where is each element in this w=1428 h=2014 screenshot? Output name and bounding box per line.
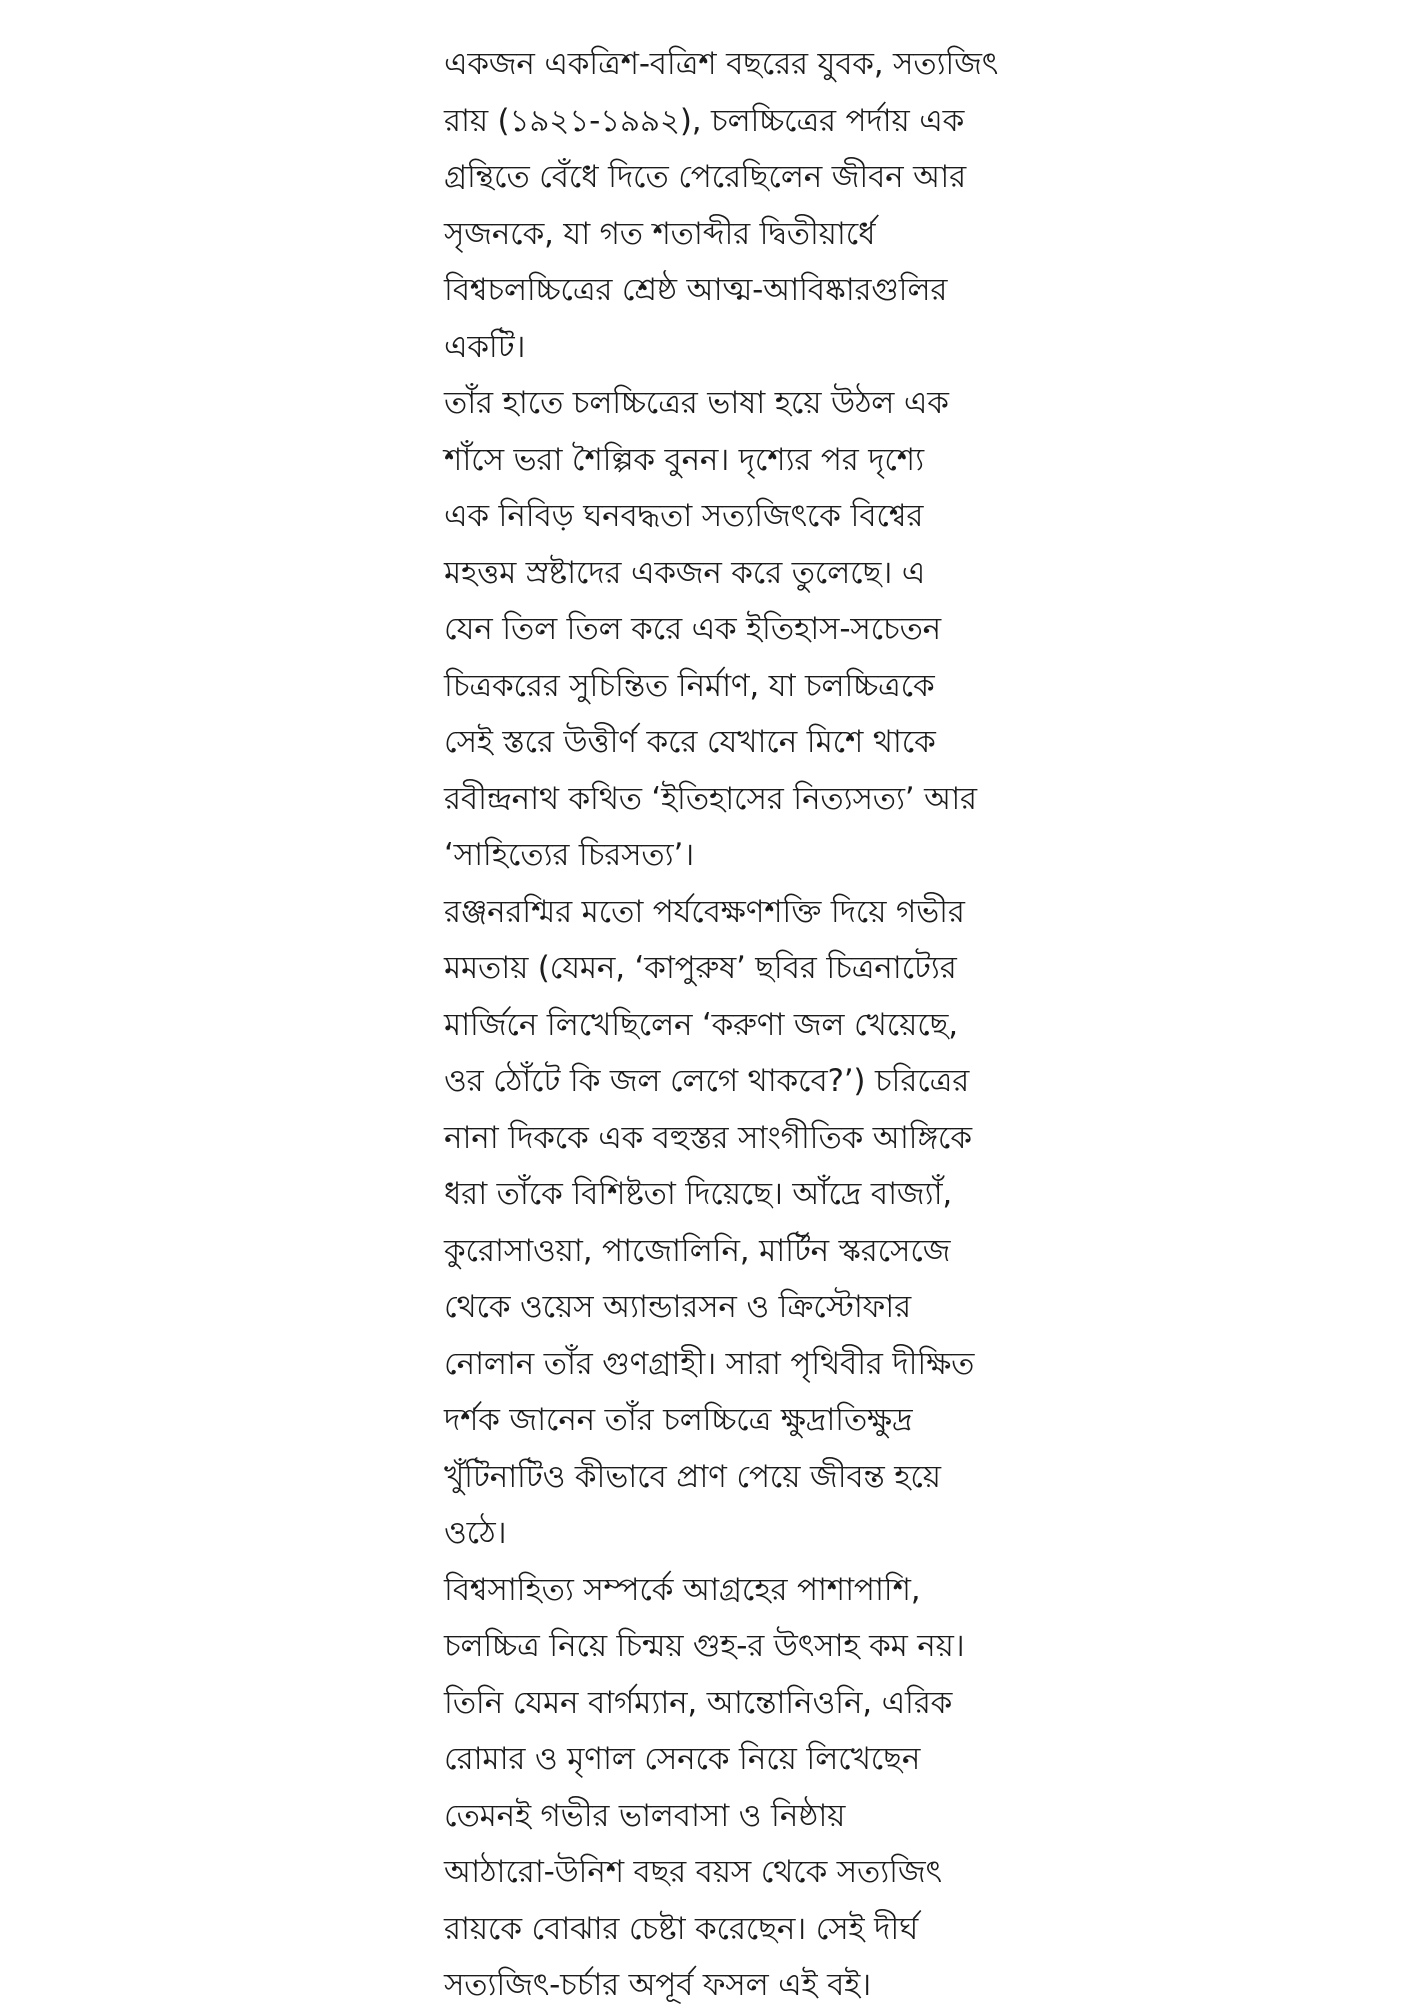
text-line: থেকে ওয়েস অ্যান্ডারসন ও ক্রিস্টোফার — [444, 1289, 911, 1325]
text-line: রোমার ও মৃণাল সেনকে নিয়ে লিখেছেন — [444, 1741, 921, 1777]
text-line: বিশ্বচলচ্চিত্রের শ্রেষ্ঠ আত্ম-আবিষ্কারগুলির — [444, 272, 948, 308]
text-line: চিত্রকরের সুচিন্তিত নির্মাণ, যা চলচ্চিত্রকে — [444, 667, 935, 704]
text-line: শাঁসে ভরা শৈল্পিক বুনন। দৃশ্যের পর দৃশ্যে — [444, 441, 924, 478]
text-line: একজন একত্রিশ-বত্রিশ বছরের যুবক, সত্যজিৎ — [444, 46, 999, 82]
document-page — [444, 36, 1064, 2014]
text-line: দর্শক জানেন তাঁর চলচ্চিত্রে ক্ষুদ্রাতিক্ষুদ্র — [444, 1402, 913, 1438]
text-line: আঠারো-উনিশ বছর বয়স থেকে সত্যজিৎ — [444, 1854, 942, 1890]
paragraph-3 — [444, 884, 1064, 1562]
text-line: সত্যজিৎ-চর্চার অপূর্ব ফসল এই বই। — [444, 1967, 871, 2003]
text-line: যেন তিল তিল করে এক ইতিহাস-সচেতন — [444, 611, 941, 647]
text-line: তাঁর হাতে চলচ্চিত্রের ভাষা হয়ে উঠল এক — [444, 385, 949, 421]
text-line: তেমনই গভীর ভালবাসা ও নিষ্ঠায় — [444, 1797, 846, 1834]
text-line: সেই স্তরে উত্তীর্ণ করে যেখানে মিশে থাকে — [444, 724, 936, 760]
text-line: ধরা তাঁকে বিশিষ্টতা দিয়েছে। আঁদ্রে বাজ্যাঁ, — [444, 1176, 953, 1212]
text-line: তিনি যেমন বার্গম্যান, আন্তোনিওনি, এরিক — [444, 1684, 953, 1721]
text-line: গ্রন্থিতে বেঁধে দিতে পেরেছিলেন জীবন আর — [444, 159, 966, 195]
text-line: ওঠে। — [444, 1515, 507, 1551]
text-line: চলচ্চিত্র নিয়ে চিন্ময় গুহ-র উৎসাহ কম নয়। — [444, 1628, 965, 1664]
text-line: নোলান তাঁর গুণগ্রাহী। সারা পৃথিবীর দীক্ষিত — [444, 1345, 975, 1382]
text-line: এক নিবিড় ঘনবদ্ধতা সত্যজিৎকে বিশ্বের — [444, 498, 924, 534]
text-line: ওর ঠোঁটে কি জল লেগে থাকবে?’) চরিত্রের — [444, 1063, 970, 1099]
text-line: রায়কে বোঝার চেষ্টা করেছেন। সেই দীর্ঘ — [444, 1910, 919, 1947]
text-line: কুরোসাওয়া, পাজোলিনি, মার্টিন স্করসেজে — [444, 1232, 951, 1269]
paragraph-2 — [444, 375, 1064, 884]
text-line: মার্জিনে লিখেছিলেন ‘করুণা জল খেয়েছে, — [444, 1006, 958, 1043]
paragraph-4 — [444, 1562, 1064, 2014]
text-line: নানা দিককে এক বহুস্তর সাংগীতিক আঙ্গিকে — [444, 1119, 972, 1156]
text-line: খুঁটিনাটিও কীভাবে প্রাণ পেয়ে জীবন্ত হয়ে — [444, 1458, 941, 1495]
text-line: বিশ্বসাহিত্য সম্পর্কে আগ্রহের পাশাপাশি, — [444, 1571, 921, 1608]
text-line: রায় (১৯২১-১৯৯২), চলচ্চিত্রের পর্দায় এক — [444, 102, 965, 139]
paragraph-1 — [444, 36, 1064, 375]
text-line: মহত্তম স্রষ্টাদের একজন করে তুলেছে। এ — [444, 554, 926, 591]
text-line: রবীন্দ্রনাথ কথিত ‘ইতিহাসের নিত্যসত্য’ আর — [444, 780, 977, 817]
text-line: মমতায় (যেমন, ‘কাপুরুষ’ ছবির চিত্রনাট্যের — [444, 950, 957, 986]
text-line: একটি। — [444, 328, 526, 365]
text-line: ‘সাহিত্যের চিরসত্য’। — [444, 837, 695, 873]
text-line: সৃজনকে, যা গত শতাব্দীর দ্বিতীয়ার্ধে — [444, 215, 876, 252]
text-line: রঞ্জনরশ্মির মতো পর্যবেক্ষণশক্তি দিয়ে গভীর — [444, 893, 965, 930]
